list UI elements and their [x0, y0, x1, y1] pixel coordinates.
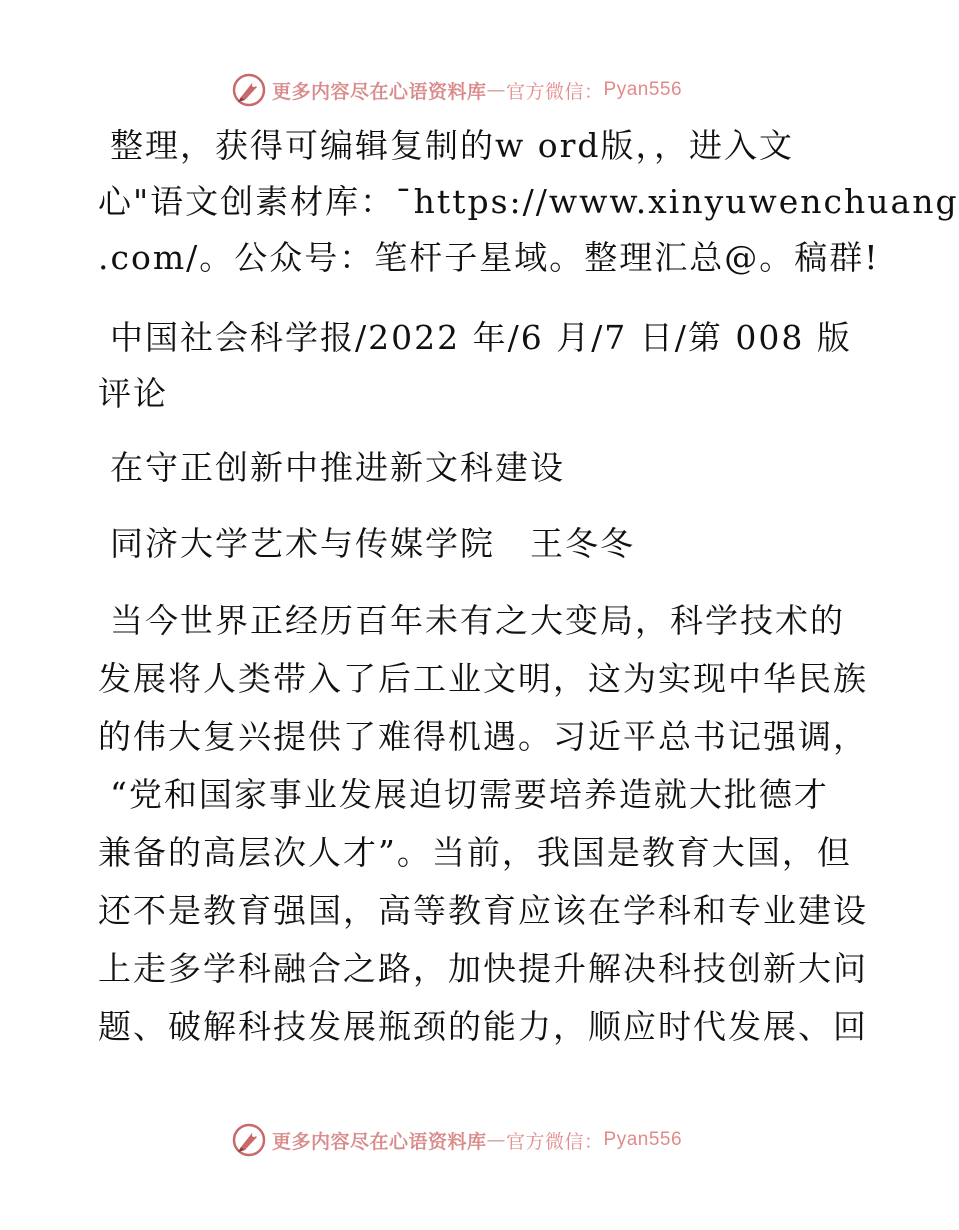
banner-wechat-label: 官方微信： [506, 1130, 604, 1153]
pen-nib-logo-icon [232, 1123, 266, 1157]
body-line: 的伟大复兴提供了难得机遇。习近平总书记强调， [98, 717, 868, 756]
body-line: 兼备的高层次人才”。当前，我国是教育大国，但 [98, 833, 852, 872]
article-title-block [98, 440, 858, 496]
footer-banner [232, 1122, 682, 1158]
banner-dash: — [486, 79, 507, 101]
body-line: 题、破解科技发展瓶颈的能力，顺应时代发展、回 [98, 1007, 868, 1046]
banner-dash: — [486, 1129, 507, 1151]
intro-line: 整理，获得可编辑复制的w ord版，，进入文 [110, 126, 795, 165]
body-line: “党和国家事业发展迫切需要培养造就大批德才 [110, 775, 829, 814]
source-line: 中国社会科学报/2022 年/6 月/7 日/第 008 版 [110, 318, 852, 357]
header-banner [232, 72, 682, 108]
banner-wechat-id: Pyan556 [603, 79, 683, 100]
body-line: 当今世界正经历百年未有之大变局，科学技术的 [110, 601, 845, 640]
article-title: 在守正创新中推进新文科建设 [110, 448, 565, 487]
banner-wechat-label: 官方微信： [506, 80, 604, 103]
body-line: 上走多学科融合之路，加快提升解决科技创新大问 [98, 949, 868, 988]
pen-nib-logo-icon [232, 73, 266, 107]
intro-line: .com/。公众号：笔杆子星域。整理汇总@。稿群! [98, 238, 880, 277]
author-line: 同济大学艺术与传媒学院 王冬冬 [110, 524, 635, 563]
banner-wechat-id: Pyan556 [603, 1129, 683, 1150]
author-block [98, 516, 858, 572]
intro-line: 心"语文创素材库：¯https://www.xinyuwenchuang [98, 182, 959, 221]
source-paragraph [98, 310, 858, 422]
banner-main-text: 更多内容尽在心语资料库 [272, 80, 487, 103]
body-line: 发展将人类带入了后工业文明，这为实现中华民族 [98, 659, 868, 698]
body-paragraph [98, 592, 868, 1056]
banner-main-text: 更多内容尽在心语资料库 [272, 1130, 487, 1153]
source-section: 评论 [98, 374, 168, 413]
body-line: 还不是教育强国，高等教育应该在学科和专业建设 [98, 891, 868, 930]
intro-paragraph [98, 118, 959, 286]
